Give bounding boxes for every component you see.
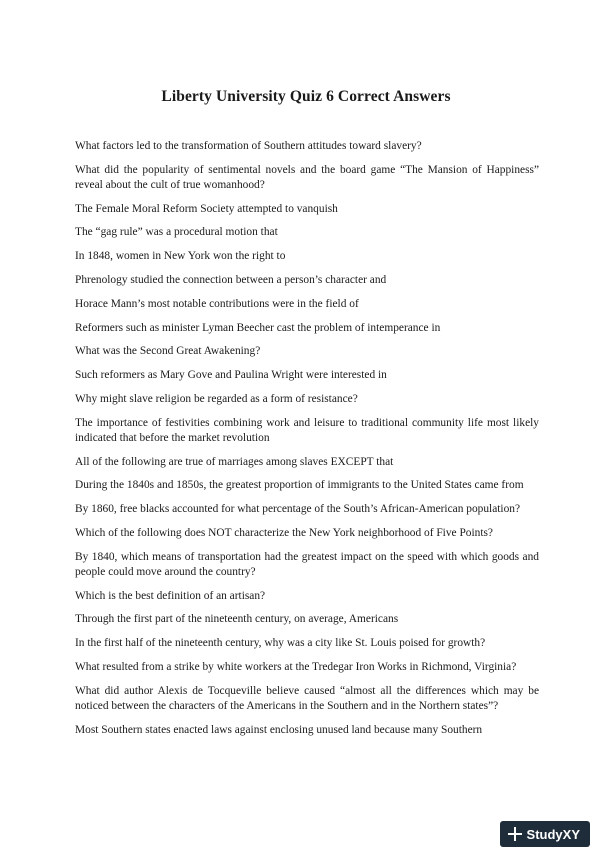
question-list <box>75 139 539 746</box>
question-item: By 1840, which means of transportation had the greatest impact on the speed with which goods and people could move around the country? <box>75 550 539 578</box>
studyxy-badge[interactable] <box>500 821 590 847</box>
question-item: The “gag rule” was a procedural motion that <box>75 226 278 239</box>
question-item: All of the following are true of marriages among slaves EXCEPT that <box>75 455 394 468</box>
page-title: Liberty University Quiz 6 Correct Answers <box>161 88 451 105</box>
question-item: Why might slave religion be regarded as a form of resistance? <box>75 392 358 405</box>
question-item: What resulted from a strike by white workers at the Tredegar Iron Works in Richmond, Virginia? <box>75 660 517 673</box>
question-item: What factors led to the transformation of Southern attitudes toward slavery? <box>75 140 422 152</box>
question-item: Which is the best definition of an artisan? <box>75 589 266 602</box>
question-item: Which of the following does NOT characterize the New York neighborhood of Five Points? <box>75 526 493 539</box>
question-item: In 1848, women in New York won the right to <box>75 250 286 263</box>
question-item: Such reformers as Mary Gove and Paulina Wright were interested in <box>75 369 387 382</box>
question-item: What did the popularity of sentimental novels and the board game “The Mansion of Happiness” reveal about the cult of true womanhood? <box>75 163 539 191</box>
question-item: During the 1840s and 1850s, the greatest proportion of immigrants to the United States came from <box>75 479 524 492</box>
question-item: Horace Mann’s most notable contributions were in the field of <box>75 297 359 310</box>
question-item: Through the first part of the nineteenth century, on average, Americans <box>75 613 399 626</box>
brand-name: StudyXY <box>526 826 580 842</box>
question-item: The importance of festivities combining work and leisure to traditional community life most likely indicated that before the market revolution <box>75 416 539 444</box>
question-item: In the first half of the nineteenth century, why was a city like St. Louis poised for growth? <box>75 637 486 650</box>
question-item: Reformers such as minister Lyman Beecher cast the problem of intemperance in <box>75 321 441 334</box>
question-item: What did author Alexis de Tocqueville believe caused “almost all the differences which may be noticed between the characters of the Americans in the Southern and in the Northern states”? <box>75 684 539 712</box>
plus-icon <box>508 827 522 841</box>
question-item: Phrenology studied the connection between a person’s character and <box>75 273 387 286</box>
question-item: The Female Moral Reform Society attempted to vanquish <box>75 202 338 215</box>
question-item: What was the Second Great Awakening? <box>75 345 261 358</box>
question-item: By 1860, free blacks accounted for what percentage of the South’s African-American population? <box>75 503 521 516</box>
question-item: Most Southern states enacted laws against enclosing unused land because many Southern <box>75 723 483 736</box>
